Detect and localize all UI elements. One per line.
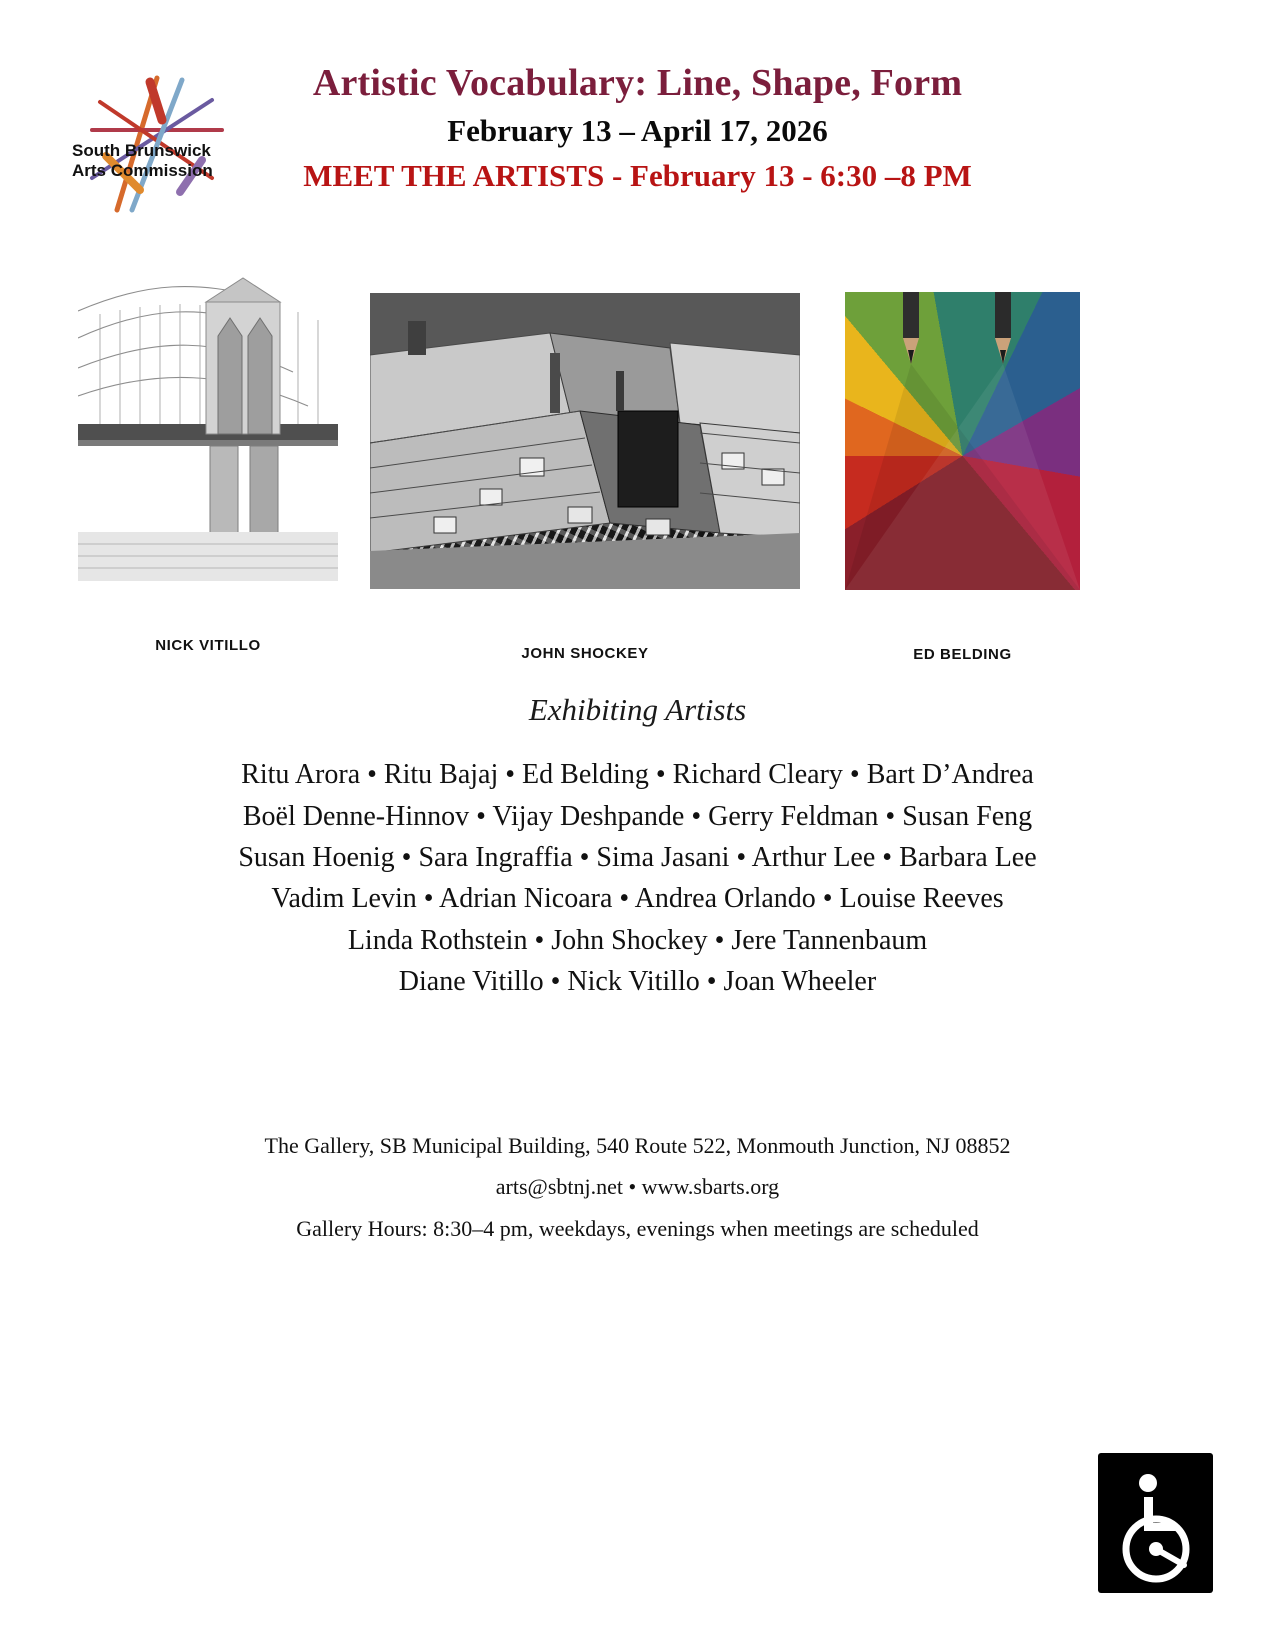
exhibition-dates: February 13 – April 17, 2026 [447,112,828,148]
contact-info: arts@sbtnj.net • www.sbarts.org [495,1174,780,1200]
meet-the-artists: MEET THE ARTISTS - February 13 - 6:30 –8 PM [303,157,972,193]
artist-line: Linda Rothstein • John Shockey • Jere Tannenbaum [347,924,928,956]
exhibiting-artists-heading: Exhibiting Artists [528,692,747,728]
artwork-row [0,276,1275,664]
artist-line: Ritu Arora • Ritu Bajaj • Ed Belding • Richard Cleary • Bart D’Andrea [241,759,1034,791]
artwork-caption: JOHN SHOCKEY [521,645,649,663]
sbac-logo [62,60,242,225]
artwork-caption: ED BELDING [913,646,1012,664]
logo-text-line1: South Brunswick [72,141,211,160]
artist-line: Susan Hoenig • Sara Ingraffia • Sima Jasani • Arthur Lee • Barbara Lee [238,841,1037,873]
artwork-item-nick-vitillo [78,276,338,654]
page-title: Artistic Vocabulary: Line, Shape, Form [312,62,963,104]
poster-footer [0,1125,1275,1250]
artwork-caption: NICK VITILLO [155,637,261,655]
artwork-image-rooftops [370,293,800,589]
artist-line: Boël Denne-Hinnov • Vijay Deshpande • Gerry Feldman • Susan Feng [242,800,1033,832]
artwork-image-bridge [78,276,338,581]
logo-star-icon [62,60,242,225]
artist-line: Vadim Levin • Adrian Nicoara • Andrea Orlando • Louise Reeves [271,883,1004,915]
artwork-image-pencils [845,292,1080,590]
venue-address: The Gallery, SB Municipal Building, 540 Route 522, Monmouth Junction, NJ 08852 [264,1132,1011,1158]
artwork-item-john-shockey [370,293,800,662]
artwork-item-ed-belding [845,292,1080,663]
exhibiting-artists-section [0,692,1275,1003]
poster-header [0,0,1275,194]
artist-line: Diane Vitillo • Nick Vitillo • Joan Wheeler [398,966,877,998]
wheelchair-accessible-icon [1098,1453,1213,1593]
gallery-hours: Gallery Hours: 8:30–4 pm, weekdays, evenings when meetings are scheduled [296,1216,979,1242]
logo-text-line2: Arts Commission [72,161,213,180]
